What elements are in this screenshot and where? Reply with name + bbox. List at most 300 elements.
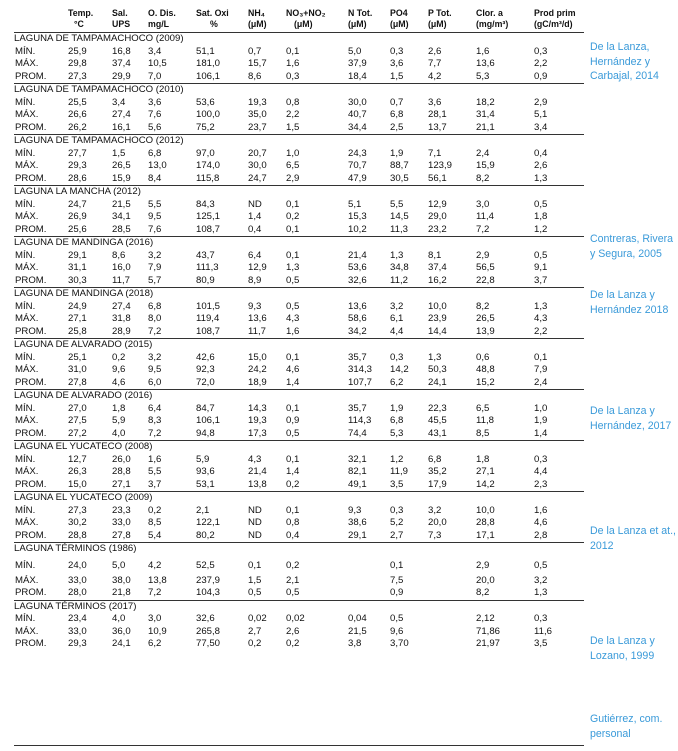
table-cell: 28,5 bbox=[112, 223, 131, 235]
table-cell: 0,2 bbox=[286, 478, 300, 490]
table-cell: 24,0 bbox=[68, 559, 87, 571]
table-cell: 5,9 bbox=[196, 453, 210, 465]
table-cell: 8,2 bbox=[476, 300, 490, 312]
table-cell: 1,0 bbox=[286, 147, 300, 159]
table-cell: 0,5 bbox=[286, 300, 300, 312]
table-cell: 106,1 bbox=[196, 70, 221, 82]
table-row bbox=[14, 122, 584, 135]
table-cell: 28,8 bbox=[112, 466, 131, 477]
table-cell: 30,3 bbox=[68, 274, 87, 286]
table-cell: 1,2 bbox=[534, 223, 548, 235]
table-cell: 71,86 bbox=[476, 625, 501, 637]
table-cell: 5,6 bbox=[148, 121, 162, 133]
table-row bbox=[14, 301, 584, 314]
table-row bbox=[14, 173, 584, 186]
table-row bbox=[14, 313, 584, 326]
row-label: MÍN. bbox=[15, 300, 36, 312]
table-cell: 4,0 bbox=[112, 427, 126, 439]
table-cell: 29,0 bbox=[428, 211, 447, 222]
section-title: LAGUNA TÉRMINOS (1986) bbox=[14, 543, 584, 556]
col-header-clora: Clor. a (mg/m³) bbox=[476, 6, 534, 33]
table-cell: 23,4 bbox=[68, 613, 87, 624]
table-row bbox=[14, 326, 584, 339]
table-cell: 104,3 bbox=[196, 587, 221, 598]
row-label: MÍN. bbox=[15, 613, 36, 624]
table-cell: 3,2 bbox=[148, 249, 162, 261]
table-cell: 24,1 bbox=[112, 638, 131, 649]
table-cell: 21,5 bbox=[348, 625, 367, 637]
table-cell: 9,6 bbox=[390, 625, 404, 637]
table-cell: 9,6 bbox=[112, 364, 126, 375]
table-cell: 34,2 bbox=[348, 325, 367, 337]
table-cell: 0,3 bbox=[390, 45, 404, 57]
table-cell: 6,8 bbox=[148, 300, 162, 312]
table-cell: 5,3 bbox=[476, 70, 490, 82]
table-cell: 26,0 bbox=[112, 453, 131, 465]
table-cell: 1,8 bbox=[112, 402, 126, 414]
table-cell: 30,2 bbox=[68, 517, 87, 528]
table-row bbox=[14, 160, 584, 173]
table-cell: 0,5 bbox=[286, 587, 300, 598]
table-cell: 0,5 bbox=[248, 587, 262, 598]
table-cell: 1,6 bbox=[476, 45, 490, 57]
table-cell: 84,3 bbox=[196, 198, 215, 210]
table-cell: 2,6 bbox=[428, 45, 442, 57]
table-cell: 8,3 bbox=[148, 415, 162, 426]
table-cell: 6,8 bbox=[148, 147, 162, 159]
table-cell: 31,1 bbox=[68, 262, 87, 273]
table-cell: 1,3 bbox=[390, 249, 404, 261]
table-cell: 1,6 bbox=[286, 58, 300, 69]
table-cell: 14,2 bbox=[390, 364, 409, 375]
table-cell: 0,7 bbox=[248, 45, 262, 57]
table-row bbox=[14, 626, 584, 639]
table-cell: 23,7 bbox=[248, 121, 267, 133]
table-cell: 2,7 bbox=[248, 625, 262, 637]
table-row bbox=[14, 556, 584, 575]
row-label: PROM. bbox=[15, 587, 47, 598]
row-label: MÁX. bbox=[15, 574, 39, 586]
col-header-sal: Sal. UPS bbox=[112, 6, 148, 33]
table-cell: 29,3 bbox=[68, 160, 87, 171]
table-cell: 8,1 bbox=[428, 249, 442, 261]
table-cell: 5,0 bbox=[348, 45, 362, 57]
table-cell: 0,5 bbox=[534, 198, 548, 210]
table-cell: 19,3 bbox=[248, 415, 267, 426]
table-cell: 0,7 bbox=[390, 96, 404, 108]
table-cell: 31,4 bbox=[476, 109, 495, 120]
table-cell: 3,6 bbox=[390, 58, 404, 69]
table-cell: 1,8 bbox=[534, 211, 548, 222]
table-cell: 14,2 bbox=[476, 478, 495, 490]
table-cell: 35,7 bbox=[348, 351, 367, 363]
table-cell: 25,1 bbox=[68, 351, 87, 363]
table-cell: 10,5 bbox=[148, 58, 167, 69]
table-cell: 1,3 bbox=[286, 262, 300, 273]
table-cell: 122,1 bbox=[196, 517, 221, 528]
section-title: LAGUNA LA MANCHA (2012) bbox=[14, 186, 584, 199]
section-title: LAGUNA DE TAMPAMACHOCO (2009) bbox=[14, 33, 584, 46]
table-cell: 28,0 bbox=[68, 587, 87, 598]
table-cell: 10,0 bbox=[428, 300, 447, 312]
table-row bbox=[14, 403, 584, 416]
table-cell: 35,7 bbox=[348, 402, 367, 414]
section-header-row bbox=[14, 339, 584, 352]
table-row bbox=[14, 428, 584, 441]
table-cell: 25,6 bbox=[68, 223, 87, 235]
table-cell: 106,1 bbox=[196, 415, 221, 426]
table-cell: 17,3 bbox=[248, 427, 267, 439]
table-cell: 1,5 bbox=[248, 574, 262, 586]
table-cell: 75,2 bbox=[196, 121, 215, 133]
table-cell: 1,9 bbox=[390, 402, 404, 414]
table-cell: 26,3 bbox=[68, 466, 87, 477]
table-cell: 6,8 bbox=[390, 109, 404, 120]
table-cell: 53,6 bbox=[196, 96, 215, 108]
table-cell: 0,2 bbox=[248, 638, 262, 649]
table-cell: 4,2 bbox=[428, 70, 442, 82]
table-cell: 4,2 bbox=[148, 559, 162, 571]
row-label: MÁX. bbox=[15, 109, 39, 120]
table-cell: 47,9 bbox=[348, 172, 367, 184]
row-label: MÁX. bbox=[15, 517, 39, 528]
table-cell: 4,4 bbox=[390, 325, 404, 337]
table-cell: 18,2 bbox=[476, 96, 495, 108]
table-cell: 30,0 bbox=[248, 160, 267, 171]
row-label: PROM. bbox=[15, 121, 47, 133]
table-cell: 11,3 bbox=[390, 223, 408, 235]
table-cell: 5,4 bbox=[148, 529, 162, 541]
table-row bbox=[14, 109, 584, 122]
table-cell: 3,0 bbox=[148, 613, 162, 624]
table-cell: 18,4 bbox=[348, 70, 367, 82]
row-label: MÁX. bbox=[15, 58, 39, 69]
table-cell: 5,5 bbox=[148, 198, 162, 210]
table-row bbox=[14, 587, 584, 600]
table-cell: 26,5 bbox=[112, 160, 131, 171]
table-cell: 29,9 bbox=[112, 70, 131, 82]
reference-note: De la Lanza, Hernández y Carbajal, 2014 bbox=[590, 41, 659, 83]
row-label: MÍN. bbox=[15, 504, 36, 516]
table-cell: 27,1 bbox=[68, 313, 87, 324]
table-cell: 45,5 bbox=[428, 415, 447, 426]
table-cell: 28,1 bbox=[428, 109, 447, 120]
table-cell: 77,50 bbox=[196, 638, 221, 649]
table-cell: ND bbox=[248, 504, 262, 516]
table-cell: 80,2 bbox=[196, 529, 215, 541]
table-cell: 0,3 bbox=[286, 70, 300, 82]
table-cell: 40,7 bbox=[348, 109, 367, 120]
table-cell: 1,3 bbox=[534, 172, 548, 184]
table-cell: 2,1 bbox=[286, 574, 300, 586]
table-cell: 23,3 bbox=[112, 504, 131, 516]
table-cell: 13,0 bbox=[148, 160, 167, 171]
table-cell: 35,0 bbox=[248, 109, 267, 120]
table-cell: 4,6 bbox=[534, 517, 548, 528]
table-cell: 4,3 bbox=[248, 453, 262, 465]
table-cell: 7,2 bbox=[148, 325, 162, 337]
table-cell: 13,9 bbox=[476, 325, 495, 337]
table-cell bbox=[428, 556, 476, 575]
section-header-row bbox=[14, 492, 584, 505]
table-cell: 27,3 bbox=[68, 504, 87, 516]
table-row bbox=[14, 71, 584, 84]
table-cell: 49,1 bbox=[348, 478, 367, 490]
row-label: MÍN. bbox=[15, 147, 36, 159]
table-cell: 52,5 bbox=[196, 559, 215, 571]
table-cell: 27,3 bbox=[68, 70, 87, 82]
table-cell: 0,4 bbox=[248, 223, 262, 235]
row-label: MÍN. bbox=[15, 249, 36, 261]
table-cell: 33,0 bbox=[68, 625, 87, 637]
table-cell: 13,6 bbox=[476, 58, 495, 69]
col-header-odis: O. Dis. mg/L bbox=[148, 6, 196, 33]
table-cell: 12,7 bbox=[68, 453, 87, 465]
table-cell: 4,6 bbox=[286, 364, 300, 375]
row-label: PROM. bbox=[15, 325, 47, 337]
table-cell: 0,1 bbox=[286, 223, 300, 235]
table-cell: 5,5 bbox=[148, 466, 162, 477]
row-label: PROM. bbox=[15, 376, 47, 388]
table-cell: 0,4 bbox=[534, 147, 548, 159]
table-cell: 2,6 bbox=[286, 625, 300, 637]
table-cell: 30,5 bbox=[390, 172, 409, 184]
table-cell: 0,2 bbox=[286, 638, 300, 649]
table-cell: 8,5 bbox=[476, 427, 490, 439]
row-label: MÍN. bbox=[15, 96, 36, 108]
table-cell: 108,7 bbox=[196, 325, 221, 337]
table-cell: 37,4 bbox=[428, 262, 447, 273]
table-cell: 1,6 bbox=[286, 325, 300, 337]
table-cell: 11,7 bbox=[248, 325, 266, 337]
table-cell: 2,4 bbox=[476, 147, 490, 159]
table-cell: 15,2 bbox=[476, 376, 495, 388]
table-cell: 0,3 bbox=[390, 351, 404, 363]
table-cell: 19,3 bbox=[248, 96, 267, 108]
table-cell: 58,6 bbox=[348, 313, 367, 324]
table-cell: 2,12 bbox=[476, 613, 495, 624]
table-cell: 15,7 bbox=[248, 58, 267, 69]
table-cell: 8,9 bbox=[248, 274, 262, 286]
table-cell: 0,3 bbox=[534, 45, 548, 57]
table-cell: 2,1 bbox=[196, 504, 210, 516]
table-row bbox=[14, 638, 584, 651]
table-cell: 26,6 bbox=[68, 109, 87, 120]
table-cell bbox=[428, 626, 476, 639]
table-cell: 53,6 bbox=[348, 262, 367, 273]
table-cell: 1,9 bbox=[534, 415, 548, 426]
table-cell: 265,8 bbox=[196, 625, 221, 637]
table-cell: 0,8 bbox=[286, 96, 300, 108]
table-cell: 7,2 bbox=[148, 587, 162, 598]
table-row bbox=[14, 364, 584, 377]
table-cell: 4,0 bbox=[112, 613, 126, 624]
table-cell: 29,1 bbox=[348, 529, 367, 541]
table-cell: 237,9 bbox=[196, 574, 221, 586]
table-cell: 72,0 bbox=[196, 376, 215, 388]
table-cell: 43,7 bbox=[196, 249, 215, 261]
table-cell: 33,0 bbox=[68, 574, 87, 586]
table-cell: 5,5 bbox=[390, 198, 404, 210]
table-cell: 5,1 bbox=[534, 109, 548, 120]
section-title: LAGUNA EL YUCATECO (2009) bbox=[14, 492, 584, 505]
row-label: PROM. bbox=[15, 427, 47, 439]
table-cell: 6,2 bbox=[390, 376, 404, 388]
table-cell: 1,4 bbox=[248, 211, 262, 222]
table-cell: 4,6 bbox=[112, 376, 126, 388]
table-cell: 0,1 bbox=[248, 559, 262, 571]
table-cell: 2,8 bbox=[534, 529, 548, 541]
table-cell: 80,9 bbox=[196, 274, 215, 286]
table-cell: 0,1 bbox=[286, 504, 300, 516]
table-row bbox=[14, 479, 584, 492]
table-cell: ND bbox=[248, 529, 262, 541]
table-row bbox=[14, 575, 584, 588]
row-label: MÁX. bbox=[15, 211, 39, 222]
table-cell: 115,8 bbox=[196, 172, 220, 184]
table-cell: 0,3 bbox=[534, 453, 548, 465]
table-cell: 11,7 bbox=[112, 274, 130, 286]
table-cell: 2,2 bbox=[534, 58, 548, 69]
table-cell: 43,1 bbox=[428, 427, 447, 439]
row-label: MÁX. bbox=[15, 160, 39, 171]
table-cell: 0,9 bbox=[390, 587, 404, 598]
table-cell: 6,2 bbox=[148, 638, 162, 649]
table-cell: 15,3 bbox=[348, 211, 367, 222]
table-cell: 1,4 bbox=[534, 427, 548, 439]
table-cell: 27,0 bbox=[68, 402, 87, 414]
table-row bbox=[14, 58, 584, 71]
table-cell: 3,5 bbox=[534, 638, 548, 649]
table-row bbox=[14, 454, 584, 467]
table-cell: 28,9 bbox=[112, 325, 131, 337]
table-cell: 16,0 bbox=[112, 262, 131, 273]
table-cell: 0,5 bbox=[390, 613, 404, 624]
col-header-nh4: NH₄ (μM) bbox=[248, 6, 286, 33]
table-cell: 3,4 bbox=[148, 45, 162, 57]
table-cell: 10,2 bbox=[348, 223, 367, 235]
table-cell: 12,9 bbox=[248, 262, 267, 273]
table-cell: 0,2 bbox=[286, 559, 300, 571]
section-title: LAGUNA DE ALVARADO (2015) bbox=[14, 339, 584, 352]
table-cell: 24,7 bbox=[68, 198, 87, 210]
table-cell: 9,5 bbox=[148, 211, 162, 222]
table-cell: 92,3 bbox=[196, 364, 215, 375]
section-header-row bbox=[14, 390, 584, 403]
table-cell: 7,2 bbox=[476, 223, 490, 235]
table-cell: 29,3 bbox=[68, 638, 87, 649]
table-cell bbox=[348, 575, 390, 588]
table-cell: 8,5 bbox=[148, 517, 162, 528]
table-cell: 4,3 bbox=[534, 313, 548, 324]
table-cell: 0,04 bbox=[348, 613, 367, 624]
table-cell: 15,9 bbox=[112, 172, 131, 184]
table-cell: 34,1 bbox=[112, 211, 131, 222]
table-cell: 1,9 bbox=[390, 147, 404, 159]
table-cell: 31,8 bbox=[112, 313, 131, 324]
section-title: LAGUNA DE MANDINGA (2018) bbox=[14, 288, 584, 301]
table-cell: 0,1 bbox=[286, 351, 300, 363]
table-cell: 0,1 bbox=[286, 45, 300, 57]
table-cell: 0,1 bbox=[534, 351, 548, 363]
table-cell: 6,0 bbox=[148, 376, 162, 388]
table-cell: 7,6 bbox=[148, 109, 162, 120]
table-row bbox=[14, 377, 584, 390]
table-cell: 21,5 bbox=[112, 198, 131, 210]
table-cell: 6,1 bbox=[390, 313, 404, 324]
table-cell: 2,9 bbox=[286, 172, 300, 184]
table-cell: 7,2 bbox=[148, 427, 162, 439]
table-cell: 17,1 bbox=[476, 529, 495, 541]
table-cell: 32,6 bbox=[196, 613, 215, 624]
table-cell: 16,8 bbox=[112, 45, 131, 57]
table-cell: 25,9 bbox=[68, 45, 87, 57]
table-row bbox=[14, 352, 584, 365]
table-cell: 7,1 bbox=[428, 147, 442, 159]
col-header-ptot: P Tot. (μM) bbox=[428, 6, 476, 33]
table-cell: 17,9 bbox=[428, 478, 447, 490]
table-cell: 8,6 bbox=[112, 249, 126, 261]
table-cell: 24,2 bbox=[248, 364, 267, 375]
table-cell: 181,0 bbox=[196, 58, 221, 69]
table-cell: 1,4 bbox=[286, 466, 300, 477]
table-cell: 11,8 bbox=[476, 415, 494, 426]
row-label: MÁX. bbox=[15, 466, 39, 477]
table-cell: 3,2 bbox=[148, 351, 162, 363]
table-cell: 101,5 bbox=[196, 300, 221, 312]
table-cell: 14,5 bbox=[390, 211, 409, 222]
table-cell: 24,3 bbox=[348, 147, 367, 159]
table-cell: 0,5 bbox=[534, 559, 548, 571]
row-label: MÁX. bbox=[15, 364, 39, 375]
table-cell: 48,8 bbox=[476, 364, 495, 375]
table-cell: 23,9 bbox=[428, 313, 447, 324]
table-row bbox=[14, 199, 584, 212]
row-label: MÁX. bbox=[15, 625, 39, 637]
section-header-row bbox=[14, 543, 584, 556]
table-row bbox=[14, 275, 584, 288]
table-cell: 51,1 bbox=[196, 45, 215, 57]
table-cell: 7,7 bbox=[428, 58, 442, 69]
table-cell: 1,0 bbox=[534, 402, 548, 414]
reference-note: De la Lanza y Hernández, 2017 bbox=[590, 405, 672, 432]
table-cell: 9,3 bbox=[348, 504, 362, 516]
table-cell: 31,0 bbox=[68, 364, 87, 375]
table-cell: 16,2 bbox=[428, 274, 447, 286]
table-cell: 27,4 bbox=[112, 109, 131, 120]
table-row bbox=[14, 505, 584, 518]
table-cell: 27,1 bbox=[112, 478, 131, 490]
table-cell: 0,5 bbox=[286, 274, 300, 286]
table-row bbox=[14, 148, 584, 161]
table-cell: 8,2 bbox=[476, 172, 490, 184]
table-cell: 114,3 bbox=[348, 415, 372, 426]
table-cell: 119,4 bbox=[196, 313, 220, 324]
table-cell: 123,9 bbox=[428, 160, 453, 171]
col-header-ntot: N Tot. (μM) bbox=[348, 6, 390, 33]
table-cell: 2,5 bbox=[390, 121, 404, 133]
table-cell: 6,8 bbox=[390, 415, 404, 426]
row-label: MÁX. bbox=[15, 415, 39, 426]
row-label: PROM. bbox=[15, 70, 47, 82]
table-cell: 2,9 bbox=[534, 96, 548, 108]
table-cell: 0,4 bbox=[286, 529, 300, 541]
table-cell: 38,0 bbox=[112, 574, 131, 586]
table-cell: 0,2 bbox=[112, 351, 126, 363]
table-cell: 7,5 bbox=[390, 574, 404, 586]
table-cell bbox=[428, 587, 476, 600]
table-cell: 5,2 bbox=[390, 517, 404, 528]
